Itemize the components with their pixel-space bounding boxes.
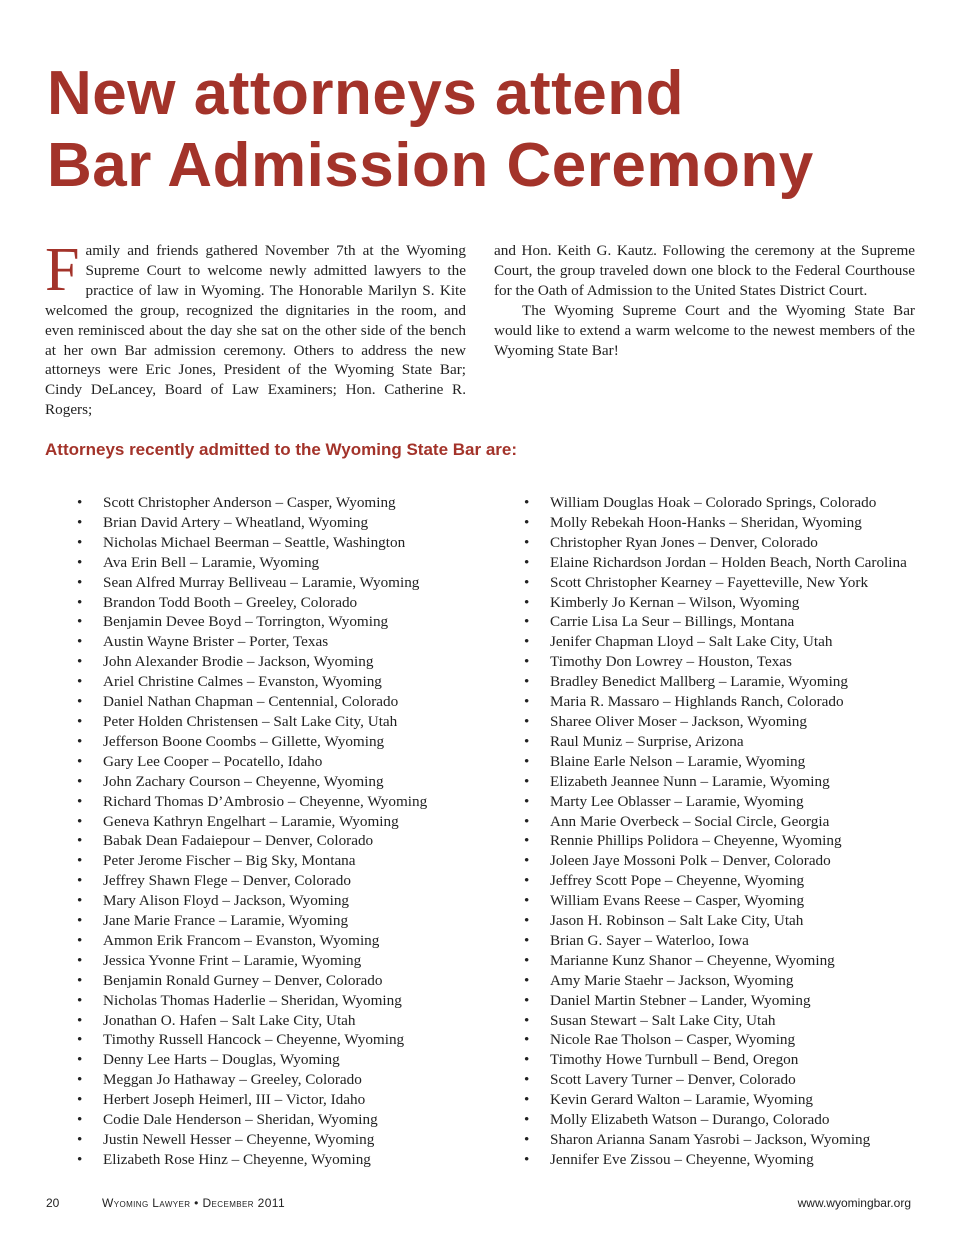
attorney-list-item: • Meggan Jo Hathaway – Greeley, Colorado: [77, 1070, 497, 1090]
attorney-list-item: • Benjamin Devee Boyd – Torrington, Wyoming: [77, 612, 497, 632]
attorney-list-item: • Bradley Benedict Mallberg – Laramie, Wyoming: [524, 672, 944, 692]
attorney-list-left: [77, 493, 497, 1170]
attorney-list-item: • John Alexander Brodie – Jackson, Wyoming: [77, 652, 497, 672]
attorney-list-item: • William Douglas Hoak – Colorado Springs, Colorado: [524, 493, 944, 513]
title-line-2: Bar Admission Ceremony: [47, 131, 814, 200]
attorney-list-item: • Jeffrey Shawn Flege – Denver, Colorado: [77, 871, 497, 891]
attorney-list-item: • Christopher Ryan Jones – Denver, Colorado: [524, 533, 944, 553]
attorney-list-item: • Denny Lee Harts – Douglas, Wyoming: [77, 1050, 497, 1070]
attorney-list-item: • Raul Muniz – Surprise, Arizona: [524, 732, 944, 752]
attorney-list-item: • Elaine Richardson Jordan – Holden Beach, North Carolina: [524, 553, 944, 573]
attorney-list-item: • Kimberly Jo Kernan – Wilson, Wyoming: [524, 593, 944, 613]
attorney-list-item: • Amy Marie Staehr – Jackson, Wyoming: [524, 971, 944, 991]
attorney-list-item: • Nicole Rae Tholson – Casper, Wyoming: [524, 1030, 944, 1050]
attorney-list-item: • Sharee Oliver Moser – Jackson, Wyoming: [524, 712, 944, 732]
attorney-list-item: • Carrie Lisa La Seur – Billings, Montana: [524, 612, 944, 632]
attorney-list-item: • Mary Alison Floyd – Jackson, Wyoming: [77, 891, 497, 911]
attorney-list-item: • Sean Alfred Murray Belliveau – Laramie, Wyoming: [77, 573, 497, 593]
attorney-list-item: • Elizabeth Rose Hinz – Cheyenne, Wyoming: [77, 1150, 497, 1170]
attorney-list-item: • Rennie Phillips Polidora – Cheyenne, Wyoming: [524, 831, 944, 851]
attorney-list-item: • Nicholas Michael Beerman – Seattle, Washington: [77, 533, 497, 553]
intro-right-paragraph-2: The Wyoming Supreme Court and the Wyoming State Bar would like to extend a warm welcome to the newest members of the Wyoming State Bar!: [494, 301, 915, 359]
intro-column-left: [45, 236, 466, 420]
attorney-list-item: • Ammon Erik Francom – Evanston, Wyoming: [77, 931, 497, 951]
attorney-list-item: • Herbert Joseph Heimerl, III – Victor, Idaho: [77, 1090, 497, 1110]
attorney-list-item: • Jane Marie France – Laramie, Wyoming: [77, 911, 497, 931]
attorney-list-item: • Jennifer Eve Zissou – Cheyenne, Wyoming: [524, 1150, 944, 1170]
attorney-list-item: • Marianne Kunz Shanor – Cheyenne, Wyoming: [524, 951, 944, 971]
attorney-list-item: • Codie Dale Henderson – Sheridan, Wyoming: [77, 1110, 497, 1130]
attorney-list-item: • Gary Lee Cooper – Pocatello, Idaho: [77, 752, 497, 772]
website-url: www.wyomingbar.org: [797, 1196, 911, 1210]
attorney-list-item: • Scott Christopher Anderson – Casper, Wyoming: [77, 493, 497, 513]
article-title: [47, 58, 814, 202]
attorney-list-item: • Jonathan O. Hafen – Salt Lake City, Utah: [77, 1011, 497, 1031]
attorney-list-item: • Ariel Christine Calmes – Evanston, Wyoming: [77, 672, 497, 692]
drop-cap: F: [45, 236, 80, 304]
attorney-list-item: • Scott Christopher Kearney – Fayetteville, New York: [524, 573, 944, 593]
attorney-list-item: • Sharon Arianna Sanam Yasrobi – Jackson, Wyoming: [524, 1130, 944, 1150]
attorney-list-item: • Justin Newell Hesser – Cheyenne, Wyoming: [77, 1130, 497, 1150]
attorney-list-item: • Timothy Don Lowrey – Houston, Texas: [524, 652, 944, 672]
attorney-list-item: • Brian G. Sayer – Waterloo, Iowa: [524, 931, 944, 951]
attorney-list-item: • Brandon Todd Booth – Greeley, Colorado: [77, 593, 497, 613]
attorney-list-item: • Jenifer Chapman Lloyd – Salt Lake City, Utah: [524, 632, 944, 652]
attorney-list-heading: Attorneys recently admitted to the Wyoming State Bar are:: [45, 440, 518, 459]
attorney-list-item: • John Zachary Courson – Cheyenne, Wyoming: [77, 772, 497, 792]
attorney-list-item: • Daniel Nathan Chapman – Centennial, Colorado: [77, 692, 497, 712]
attorney-list-item: • Geneva Kathryn Engelhart – Laramie, Wyoming: [77, 812, 497, 832]
attorney-list-item: • Jessica Yvonne Frint – Laramie, Wyoming: [77, 951, 497, 971]
attorney-list-item: • Austin Wayne Brister – Porter, Texas: [77, 632, 497, 652]
intro-column-right: [494, 241, 915, 360]
page-number: 20: [46, 1196, 60, 1210]
attorney-list-item: • Jason H. Robinson – Salt Lake City, Utah: [524, 911, 944, 931]
attorney-list-item: • Blaine Earle Nelson – Laramie, Wyoming: [524, 752, 944, 772]
attorney-list-item: • Peter Jerome Fischer – Big Sky, Montana: [77, 851, 497, 871]
attorney-list-item: • Daniel Martin Stebner – Lander, Wyoming: [524, 991, 944, 1011]
attorney-list-item: • Marty Lee Oblasser – Laramie, Wyoming: [524, 792, 944, 812]
attorney-list-item: • Richard Thomas D’Ambrosio – Cheyenne, Wyoming: [77, 792, 497, 812]
attorney-list-item: • Jefferson Boone Coombs – Gillette, Wyoming: [77, 732, 497, 752]
attorney-list-item: • Peter Holden Christensen – Salt Lake City, Utah: [77, 712, 497, 732]
attorney-list-item: • Molly Elizabeth Watson – Durango, Colorado: [524, 1110, 944, 1130]
attorney-list-item: • Timothy Russell Hancock – Cheyenne, Wyoming: [77, 1030, 497, 1050]
attorney-list-item: • Timothy Howe Turnbull – Bend, Oregon: [524, 1050, 944, 1070]
attorney-list-item: • Brian David Artery – Wheatland, Wyoming: [77, 513, 497, 533]
attorney-list-right: [524, 493, 944, 1170]
attorney-list-item: • Nicholas Thomas Haderlie – Sheridan, Wyoming: [77, 991, 497, 1011]
intro-left-text: amily and friends gathered November 7th at the Wyoming Supreme Court to welcome newly admitted lawyers to the practice of law in Wyoming. The Honorable Marilyn S. Kite welcomed the group, recognized the dignitaries in the room, and even reminisced about the day she sat on the other side of the bench at her own Bar admission ceremony. Others to address the new attorneys were Eric Jones, President of the Wyoming State Bar; Cindy DeLancey, Board of Law Examiners; Hon. Catherine R. Rogers;: [45, 242, 466, 419]
attorney-list-item: • Benjamin Ronald Gurney – Denver, Colorado: [77, 971, 497, 991]
attorney-list-item: • Jeffrey Scott Pope – Cheyenne, Wyoming: [524, 871, 944, 891]
attorney-list-item: • Babak Dean Fadaiepour – Denver, Colorado: [77, 831, 497, 851]
title-line-1: New attorneys attend: [47, 59, 685, 128]
attorney-list-item: • Joleen Jaye Mossoni Polk – Denver, Colorado: [524, 851, 944, 871]
attorney-list-item: • Ann Marie Overbeck – Social Circle, Georgia: [524, 812, 944, 832]
attorney-list-item: • Kevin Gerard Walton – Laramie, Wyoming: [524, 1090, 944, 1110]
attorney-list-item: • Molly Rebekah Hoon-Hanks – Sheridan, Wyoming: [524, 513, 944, 533]
attorney-list-item: • Ava Erin Bell – Laramie, Wyoming: [77, 553, 497, 573]
attorney-list-item: • Susan Stewart – Salt Lake City, Utah: [524, 1011, 944, 1031]
attorney-list-item: • Maria R. Massaro – Highlands Ranch, Colorado: [524, 692, 944, 712]
publication-info: Wyoming Lawyer • December 2011: [102, 1196, 286, 1210]
attorney-list-item: • Scott Lavery Turner – Denver, Colorado: [524, 1070, 944, 1090]
intro-right-paragraph-1: and Hon. Keith G. Kautz. Following the ceremony at the Supreme Court, the group traveled down one block to the Federal Courthouse for the Oath of Admission to the United States District Court.: [494, 242, 915, 299]
attorney-list-item: • William Evans Reese – Casper, Wyoming: [524, 891, 944, 911]
attorney-list-item: • Elizabeth Jeannee Nunn – Laramie, Wyoming: [524, 772, 944, 792]
